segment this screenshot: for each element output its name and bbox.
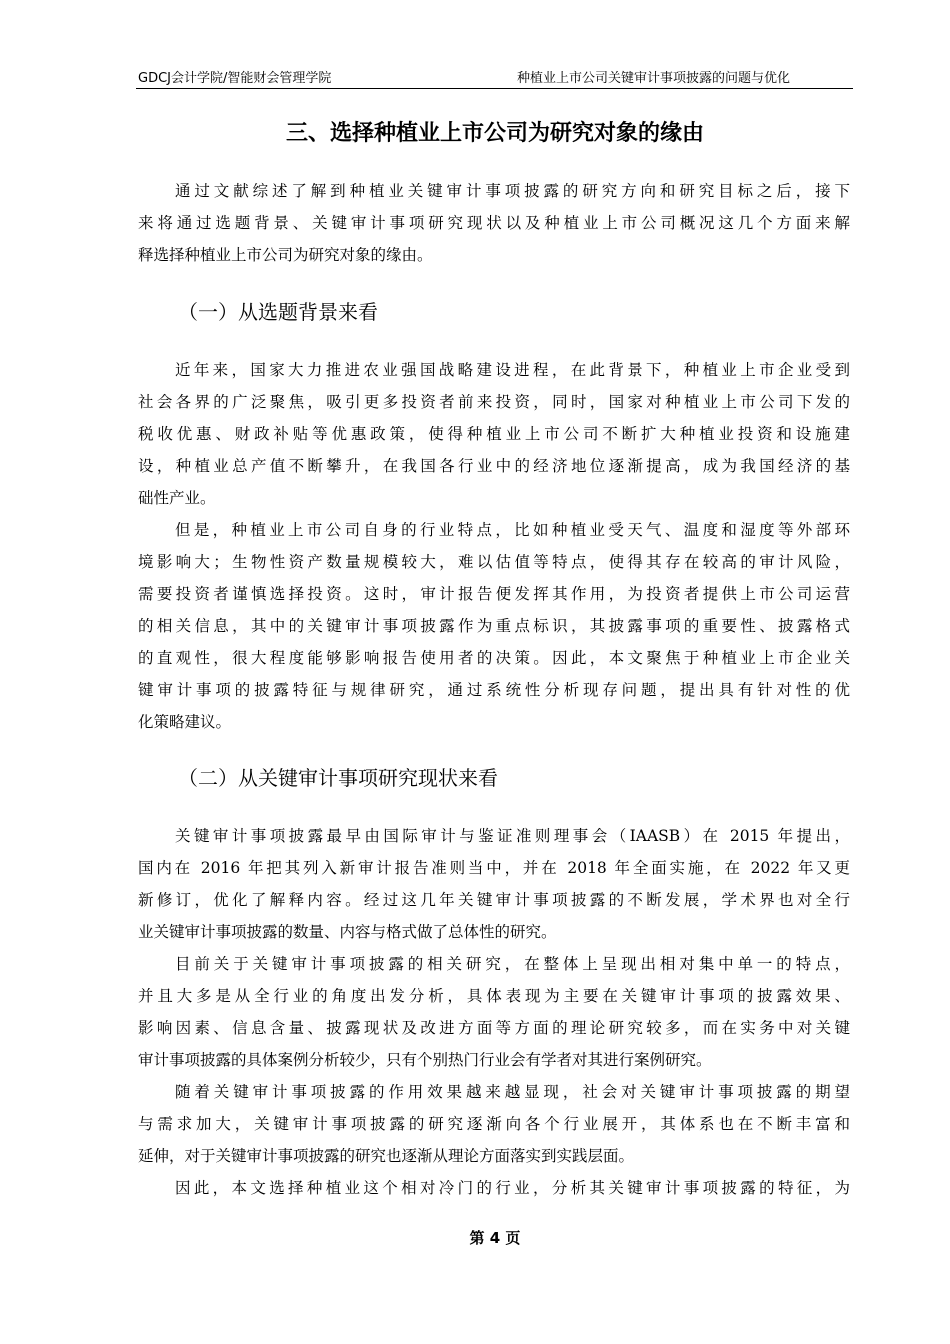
- paragraph-line: 与需求加大，关键审计事项披露的研究逐渐向各个行业展开，其体系也在不断丰富和: [138, 1115, 850, 1133]
- paragraph-line: 关键审计事项披露最早由国际审计与鉴证准则理事会（IAASB）在 2015 年提出，: [175, 827, 850, 845]
- paragraph-line: 通过文献综述了解到种植业关键审计事项披露的研究方向和研究目标之后，接下: [175, 182, 850, 200]
- paragraph-line: 释选择种植业上市公司为研究对象的缘由。: [138, 246, 433, 264]
- running-header-left: GDCJ会计学院/智能财会管理学院: [138, 71, 332, 86]
- paragraph-line: 目前关于关键审计事项披露的相关研究，在整体上呈现出相对集中单一的特点，: [175, 955, 850, 973]
- paragraph-line: 税收优惠、财政补贴等优惠政策，使得种植业上市公司不断扩大种植业投资和设施建: [138, 425, 850, 443]
- paragraph-line: 键审计事项的披露特征与规律研究，通过系统性分析现存问题，提出具有针对性的优: [138, 681, 850, 699]
- paragraph-line: 化策略建议。: [138, 713, 232, 731]
- section-title: 三、选择种植业上市公司为研究对象的缘由: [285, 121, 704, 146]
- paragraph-line: 业关键审计事项披露的数量、内容与格式做了总体性的研究。: [138, 923, 557, 941]
- paragraph-line: 近年来，国家大力推进农业强国战略建设进程，在此背景下，种植业上市企业受到: [175, 361, 850, 379]
- subsection-heading-1: （一）从选题背景来看: [178, 300, 378, 324]
- paragraph-line: 但是，种植业上市公司自身的行业特点，比如种植业受天气、温度和湿度等外部环: [175, 521, 850, 539]
- paragraph-line: 来将通过选题背景、关键审计事项研究现状以及种植业上市公司概况这几个方面来解: [138, 214, 850, 232]
- paragraph-line: 审计事项披露的具体案例分析较少，只有个别热门行业会有学者对其进行案例研究。: [138, 1051, 712, 1069]
- running-header-right: 种植业上市公司关键审计事项披露的问题与优化: [516, 71, 790, 86]
- paragraph-line: 因此，本文选择种植业这个相对冷门的行业，分析其关键审计事项披露的特征，为: [175, 1179, 850, 1197]
- paragraph-line: 境影响大；生物性资产数量规模较大，难以估值等特点，使得其存在较高的审计风险，: [138, 553, 850, 571]
- page-number: 第 4 页: [469, 1229, 521, 1247]
- paragraph-line: 新修订，优化了解释内容。经过这几年关键审计事项披露的不断发展，学术界也对全行: [138, 891, 850, 909]
- header-divider: [136, 88, 853, 89]
- paragraph-line: 随着关键审计事项披露的作用效果越来越显现，社会对关键审计事项披露的期望: [175, 1083, 850, 1101]
- paragraph-line: 国内在 2016 年把其列入新审计报告准则当中，并在 2018 年全面实施，在 2022 年又更: [138, 859, 850, 877]
- paragraph-line: 的直观性，很大程度能够影响报告使用者的决策。因此，本文聚焦于种植业上市企业关: [138, 649, 850, 667]
- paragraph-line: 延伸，对于关键审计事项披露的研究也逐渐从理论方面落实到实践层面。: [138, 1147, 635, 1165]
- paragraph-line: 社会各界的广泛聚焦，吸引更多投资者前来投资，同时，国家对种植业上市公司下发的: [138, 393, 850, 411]
- paragraph-line: 设，种植业总产值不断攀升，在我国各行业中的经济地位逐渐提高，成为我国经济的基: [138, 457, 850, 475]
- paragraph-line: 的相关信息，其中的关键审计事项披露作为重点标识，其披露事项的重要性、披露格式: [138, 617, 850, 635]
- paragraph-line: 影响因素、信息含量、披露现状及改进方面等方面的理论研究较多，而在实务中对关键: [138, 1019, 850, 1037]
- paragraph-line: 并且大多是从全行业的角度出发分析，具体表现为主要在关键审计事项的披露效果、: [138, 987, 850, 1005]
- subsection-heading-2: （二）从关键审计事项研究现状来看: [178, 766, 498, 790]
- paragraph-line: 需要投资者谨慎选择投资。这时，审计报告便发挥其作用，为投资者提供上市公司运营: [138, 585, 850, 603]
- paragraph-line: 础性产业。: [138, 489, 216, 507]
